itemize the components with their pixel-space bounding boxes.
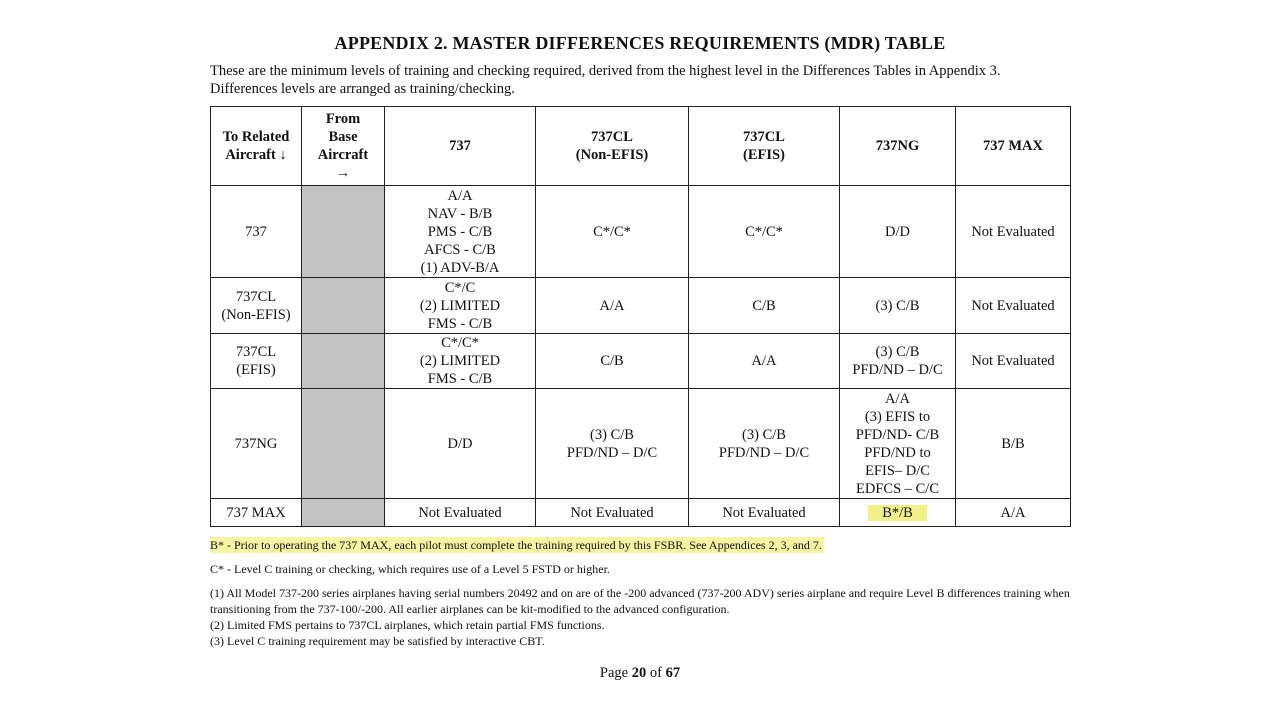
table-cell: Not Evaluated [956, 278, 1071, 334]
row-label: 737 [211, 186, 302, 278]
table-row-737cl-non-efis [211, 278, 1071, 334]
page-number: Page 20 of 67 [599, 665, 681, 681]
page-title: APPENDIX 2. MASTER DIFFERENCES REQUIREMENTS (MDR) TABLE [334, 33, 946, 53]
header-from-base-aircraft: From Base Aircraft → [302, 107, 385, 186]
table-cell: Not Evaluated [956, 186, 1071, 278]
table-cell: Not Evaluated [689, 499, 840, 527]
table-row-737 [211, 186, 1071, 278]
mdr-table [210, 106, 1071, 527]
intro-paragraph: These are the minimum levels of training and checking required, derived from the highest level in the Differences Tables in Appendix 3. Differences levels are arranged as training/checking. [210, 63, 1001, 97]
header-row [211, 107, 1071, 186]
table-cell: A/A [689, 334, 840, 389]
note-c-star: C* - Level C training or checking, which requires use of a Level 5 FSTD or higher. [210, 562, 610, 576]
shaded-cell [302, 186, 385, 278]
row-label: 737CL (Non-EFIS) [211, 278, 302, 334]
table-cell-highlighted: B*/B [840, 499, 956, 527]
table-cell: Not Evaluated [956, 334, 1071, 389]
table-cell: B/B [956, 389, 1071, 499]
shaded-cell [302, 389, 385, 499]
table-row-737-max [211, 499, 1071, 527]
header-to-related-aircraft: To Related Aircraft ↓ [211, 107, 302, 186]
right-arrow-icon: → [335, 165, 351, 181]
note-1: (1) All Model 737-200 series airplanes having serial numbers 20492 and on are of the -200 advanced (737-200 ADV) series airplane and require Level B differences training when transitioning from the 737-100/-200. All earlier airplanes can be kit-modified to the advanced configuration. [210, 586, 1070, 616]
row-label: 737 MAX [211, 499, 302, 527]
table-cell: D/D [385, 389, 536, 499]
table-cell: Not Evaluated [385, 499, 536, 527]
header-737cl-non-efis: 737CL (Non-EFIS) [536, 107, 689, 186]
numbered-notes [210, 585, 1080, 649]
table-cell: C/B [536, 334, 689, 389]
table-cell: A/A [956, 499, 1071, 527]
table-cell: C*/C* [689, 186, 840, 278]
row-label: 737CL (EFIS) [211, 334, 302, 389]
table-cell: Not Evaluated [536, 499, 689, 527]
header-737-max: 737 MAX [956, 107, 1071, 186]
table-cell: C*/C* (2) LIMITED FMS - C/B [385, 334, 536, 389]
shaded-cell [302, 499, 385, 527]
shaded-cell [302, 278, 385, 334]
shaded-cell [302, 334, 385, 389]
note-2: (2) Limited FMS pertains to 737CL airplanes, which retain partial FMS functions. [210, 618, 605, 632]
header-737ng: 737NG [840, 107, 956, 186]
table-cell: (3) C/B PFD/ND – D/C [536, 389, 689, 499]
table-cell: A/A NAV - B/B PMS - C/B AFCS - C/B (1) ADV-B/A [385, 186, 536, 278]
table-cell: A/A [536, 278, 689, 334]
header-737: 737 [385, 107, 536, 186]
table-cell: C*/C* [536, 186, 689, 278]
row-label: 737NG [211, 389, 302, 499]
table-cell: D/D [840, 186, 956, 278]
header-737cl-efis: 737CL (EFIS) [689, 107, 840, 186]
table-cell: C*/C (2) LIMITED FMS - C/B [385, 278, 536, 334]
table-cell: A/A (3) EFIS to PFD/ND- C/B PFD/ND to EFIS– D/C EDFCS – C/C [840, 389, 956, 499]
table-cell: (3) C/B PFD/ND – D/C [840, 334, 956, 389]
table-cell: (3) C/B PFD/ND – D/C [689, 389, 840, 499]
table-cell: C/B [689, 278, 840, 334]
table-row-737cl-efis [211, 334, 1071, 389]
table-row-737ng [211, 389, 1071, 499]
note-3: (3) Level C training requirement may be satisfied by interactive CBT. [210, 634, 545, 648]
note-b-star: B* - Prior to operating the 737 MAX, each pilot must complete the training required by this FSBR. See Appendices 2, 3, and 7. [210, 538, 822, 552]
table-cell: (3) C/B [840, 278, 956, 334]
